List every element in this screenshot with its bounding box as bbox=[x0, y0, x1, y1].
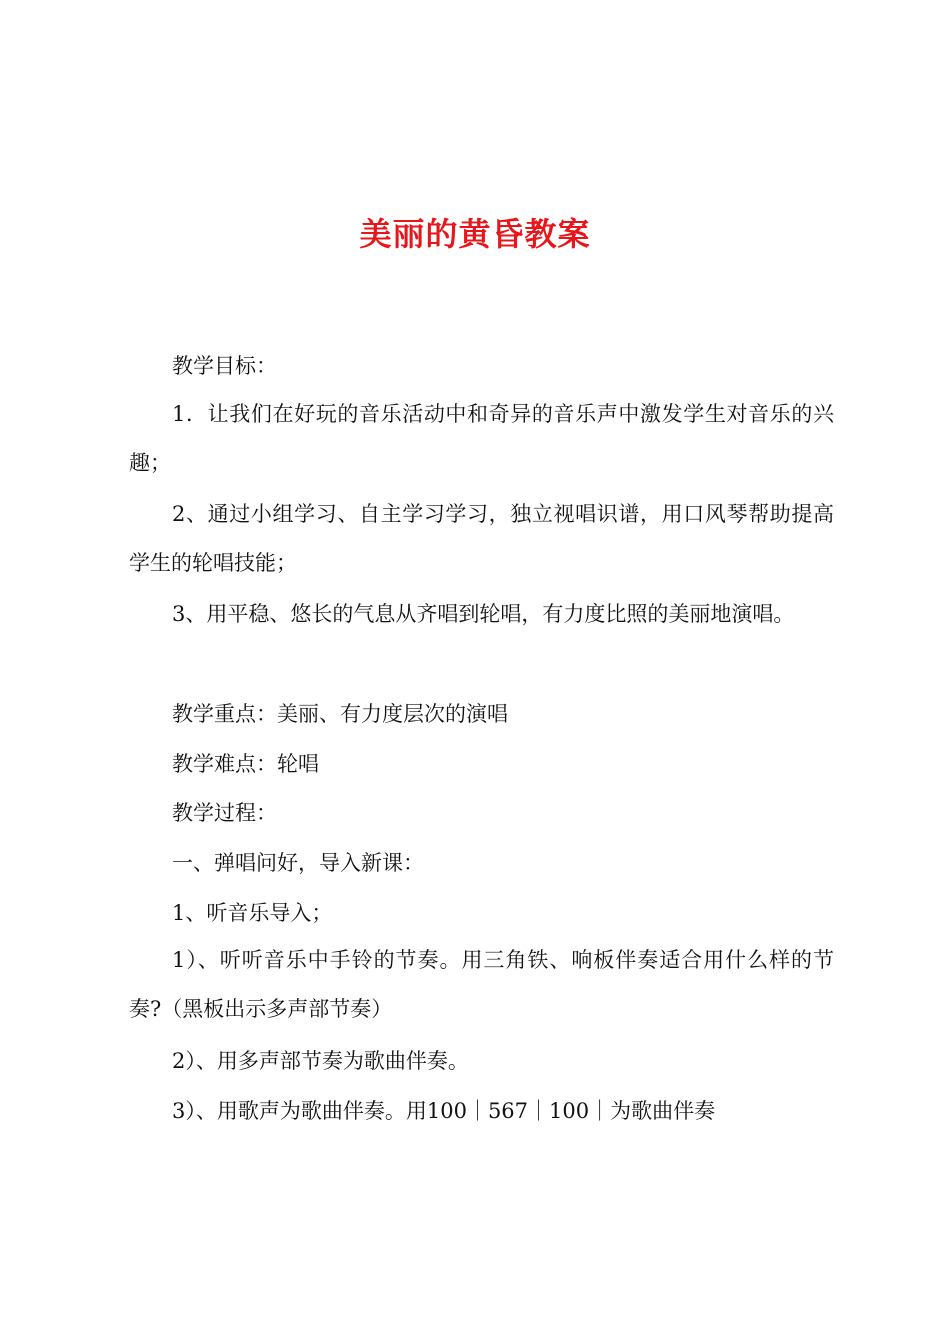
goal-1-paragraph: 1．让我们在好玩的音乐活动中和奇异的音乐声中激发学生对音乐的兴趣； bbox=[129, 402, 834, 475]
difficulty-line: 教学难点：轮唱 bbox=[172, 752, 319, 776]
document-title: 美丽的黄昏教案 bbox=[359, 215, 591, 253]
process-heading: 教学过程： bbox=[172, 801, 277, 825]
goal-2-paragraph: 2、通过小组学习、自主学习学习，独立视唱识谱，用口风琴帮助提高学生的轮唱技能； bbox=[129, 502, 834, 575]
key-point-line: 教学重点：美丽、有力度层次的演唱 bbox=[172, 702, 508, 726]
step-1-1-c-line: 3）、用歌声为歌曲伴奏。用100｜567｜100｜为歌曲伴奏 bbox=[172, 1099, 716, 1123]
goals-heading: 教学目标： bbox=[172, 354, 277, 378]
step-1-1-line: 1、听音乐导入； bbox=[172, 901, 333, 925]
step-1-1-a-paragraph: 1）、听听音乐中手铃的节奏。用三角铁、响板伴奏适合用什么样的节奏?（黑板出示多声部节奏） bbox=[129, 948, 834, 1021]
step-1-heading: 一、弹唱问好，导入新课： bbox=[172, 851, 424, 875]
goal-3-paragraph: 3、用平稳、悠长的气息从齐唱到轮唱，有力度比照的美丽地演唱。 bbox=[172, 602, 795, 626]
step-1-1-b-line: 2）、用多声部节奏为歌曲伴奏。 bbox=[172, 1049, 469, 1073]
